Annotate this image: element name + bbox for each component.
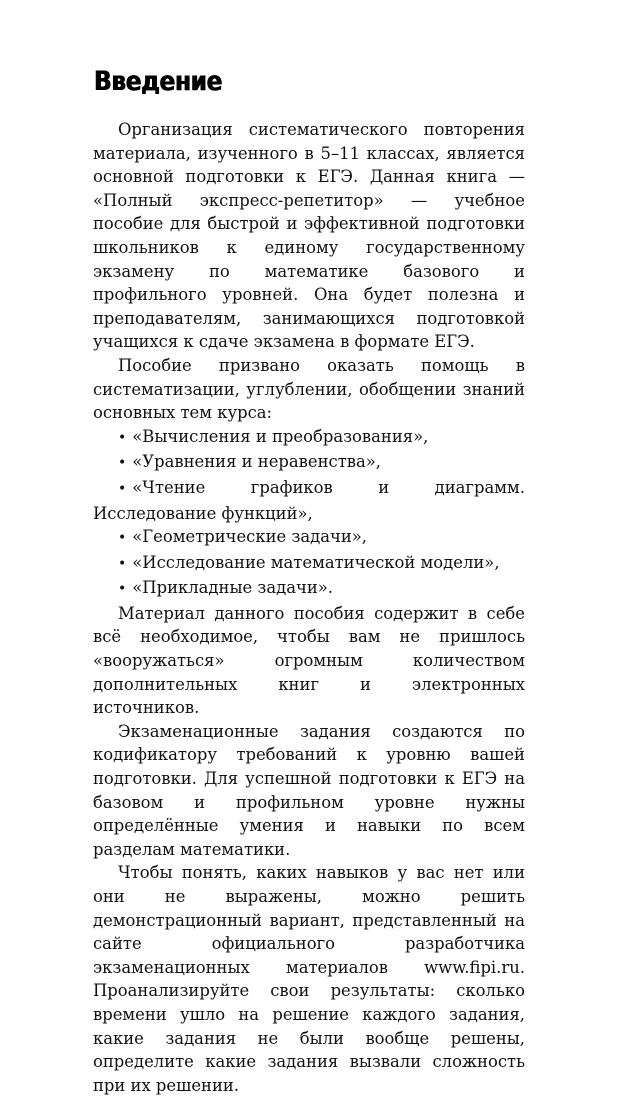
bullet-icon: • <box>118 555 127 572</box>
bullet-icon: • <box>118 429 127 446</box>
paragraph-material: Материал данного пособия содержит в себе всё необходимое, чтобы вам не пришлось «вооружаться» огромным количеством дополнительных книг и электронных источников. <box>93 603 525 718</box>
list-item <box>93 576 525 602</box>
list-item-text: «Геометрические задачи», <box>132 527 368 547</box>
list-item-text: «Чтение графиков и диаграмм. Исследование функций», <box>93 477 525 523</box>
list-item <box>93 450 525 476</box>
paragraph-intro: Организация систематического повторения материала, изученного в 5–11 классах, является основной подготовки к ЕГЭ. Данная книга — «Полный экспресс-репетитор» — учебное пособие для быстрой и эффективной подготовки школьников к единому государственному экзамену по математике базового и профильного уровней. Она будет полезна и преподавателям, занимающихся подготовкой учащихся к сдаче экзамена в формате ЕГЭ. <box>93 120 525 352</box>
paragraph-demo: Чтобы понять, каких навыков у вас нет или они не выражены, можно решить демонстрационный вариант, представленный на сайте официального разработчика экзаменационных материалов www.fipi.ru. Проанализируйте свои результаты: сколько времени ушло на решение каждого задания, какие задания не были вообще решены, определите какие задания вызвали сложность при их решении. <box>93 863 525 1095</box>
bullet-icon: • <box>118 480 127 497</box>
list-item-text: «Исследование математической модели», <box>132 552 500 572</box>
list-item <box>93 525 525 551</box>
list-item-text: «Вычисления и преобразования», <box>132 426 429 446</box>
list-item-text: «Прикладные задачи». <box>132 578 333 598</box>
list-item <box>93 476 525 525</box>
paragraph-purpose: Пособие призвано оказать помощь в систематизации, углублении, обобщении знаний основных тем курса: <box>93 355 525 423</box>
paragraph-codifier: Экзаменационные задания создаются по кодификатору требований к уровню вашей подготовки. Для успешной подготовки к ЕГЭ на базовом и профильном уровне нужны определённые умения и навыки по всем разделам математики. <box>93 721 525 859</box>
bullet-icon: • <box>118 530 127 547</box>
bullet-icon: • <box>118 581 127 598</box>
list-item <box>93 425 525 451</box>
list-item <box>93 551 525 577</box>
bullet-icon: • <box>118 455 127 472</box>
list-item-text: «Уравнения и неравенства», <box>132 452 382 472</box>
topics-list <box>93 425 525 602</box>
page-title: Введение <box>94 66 222 97</box>
body-text <box>93 118 525 1097</box>
